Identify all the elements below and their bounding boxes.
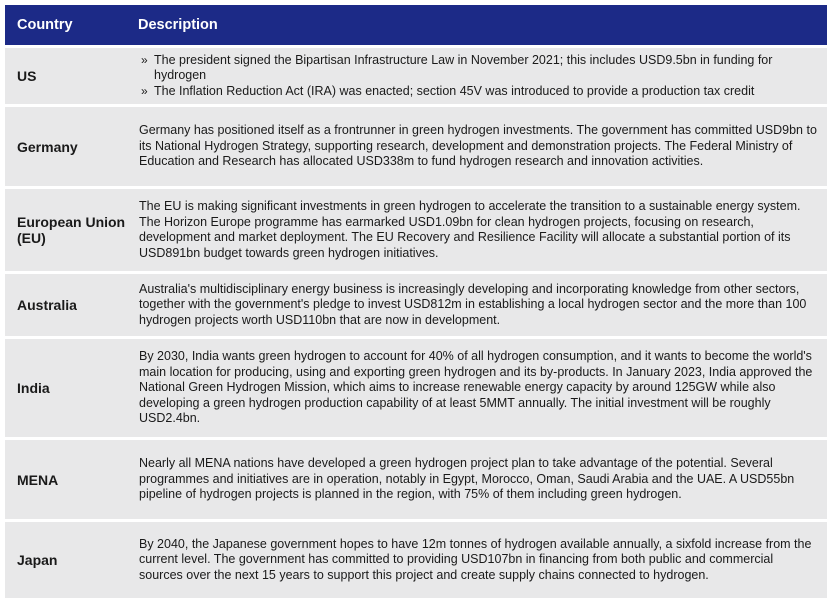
bullet-item — [139, 53, 817, 84]
table-row — [5, 339, 827, 437]
table-row — [5, 48, 827, 104]
description-cell: By 2030, India wants green hydrogen to account for 40% of all hydrogen consumption, and it wants to become the world's main location for producing, using and exporting green hydrogen and its by-products. In January 2023, India approved the National Green Hydrogen Mission, which aims to increase renewable energy capacity by around 125GW while also developing a green hydrogen production capability of at least 5MMT annually. The initial investment will be roughly USD2.4bn. — [131, 339, 827, 437]
table-row — [5, 440, 827, 519]
country-cell: MENA — [5, 440, 131, 519]
hydrogen-policy-table-container — [5, 5, 827, 601]
bullet-list — [139, 53, 817, 100]
table-row — [5, 274, 827, 336]
bullet-text: The president signed the Bipartisan Infrastructure Law in November 2021; this includes USD9.5bn in funding for hydrogen — [154, 52, 773, 83]
country-cell: US — [5, 48, 131, 104]
table-header-row — [5, 5, 827, 45]
country-cell: Germany — [5, 107, 131, 186]
country-cell: European Union (EU) — [5, 189, 131, 271]
description-cell: The EU is making significant investments in green hydrogen to accelerate the transition to a sustainable energy system. The Horizon Europe programme has earmarked USD1.09bn for clean hydrogen projects, focusing on research, development and market deployment. The EU Recovery and Resilience Facility will allocate a substantial portion of its USD891bn budget towards green hydrogen initiatives. — [131, 189, 827, 271]
hydrogen-policy-table — [5, 2, 827, 601]
table-row — [5, 522, 827, 598]
description-cell: Germany has positioned itself as a frontrunner in green hydrogen investments. The government has committed USD9bn to its National Hydrogen Strategy, supporting research, development and demonstration projects. The Federal Ministry of Education and Research has allocated USD338m to fund hydrogen research and innovation activities. — [131, 107, 827, 186]
country-cell: India — [5, 339, 131, 437]
country-cell: Australia — [5, 274, 131, 336]
header-country: Country — [5, 5, 131, 45]
bullet-text: The Inflation Reduction Act (IRA) was enacted; section 45V was introduced to provide a production tax credit — [154, 83, 755, 98]
bullet-marker: » — [141, 83, 148, 98]
bullet-marker: » — [141, 52, 148, 67]
description-cell: By 2040, the Japanese government hopes to have 12m tonnes of hydrogen available annually, a sixfold increase from the current level. The government has committed to providing USD107bn in financing from both public and commercial sources over the next 15 years to support this project and create supply chains connected to hydrogen. — [131, 522, 827, 598]
description-cell — [131, 48, 827, 104]
country-cell: Japan — [5, 522, 131, 598]
table-row — [5, 107, 827, 186]
description-cell: Australia's multidisciplinary energy business is increasingly developing and incorporating knowledge from other sectors, together with the government's pledge to invest USD812m in establishing a local hydrogen sector and the more than 100 hydrogen projects worth USD110bn that are now in development. — [131, 274, 827, 336]
description-cell: Nearly all MENA nations have developed a green hydrogen project plan to take advantage of the potential. Several programmes and initiatives are in operation, notably in Egypt, Morocco, Oman, Saudi Arabia and the UAE. A USD55bn pipeline of hydrogen projects is planned in the region, with 75% of them including green hydrogen. — [131, 440, 827, 519]
bullet-item — [139, 84, 817, 100]
table-row — [5, 189, 827, 271]
header-description: Description — [131, 5, 827, 45]
